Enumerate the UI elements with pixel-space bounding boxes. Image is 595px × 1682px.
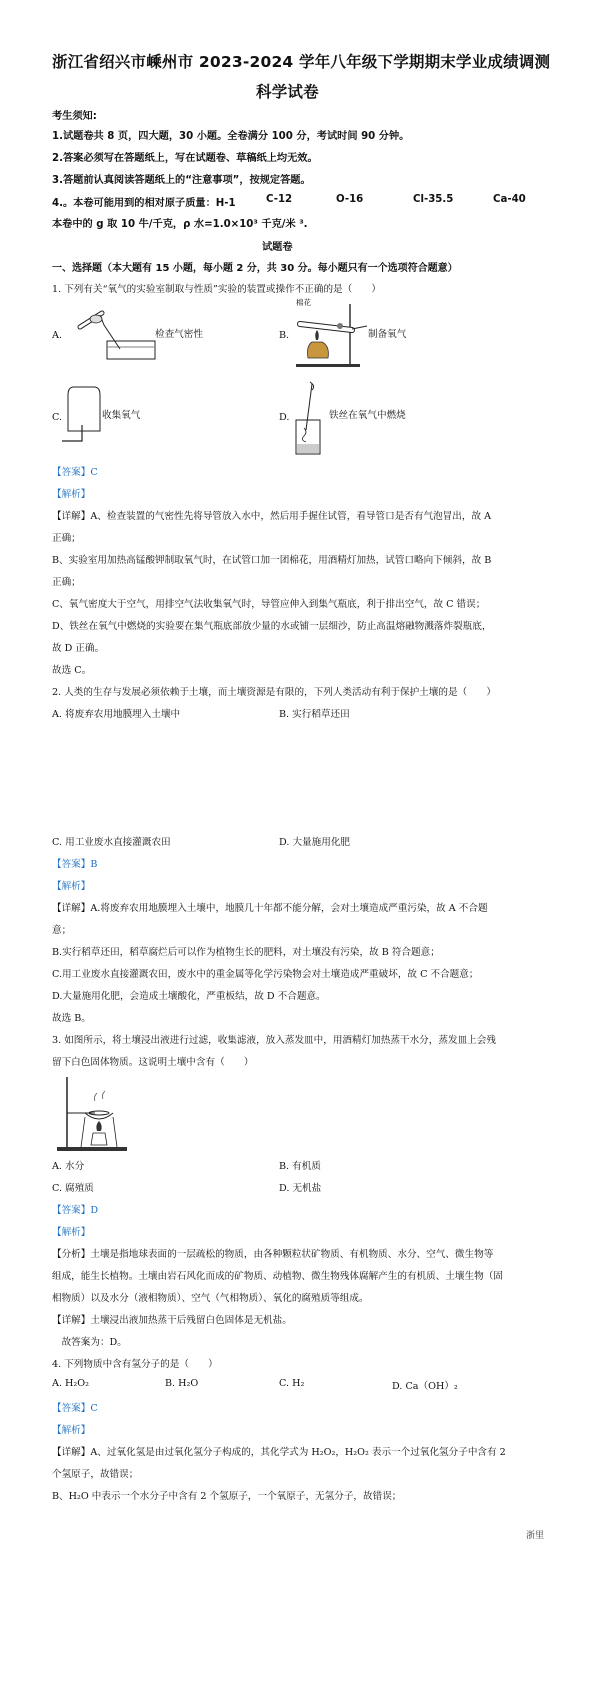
atomic-mass: Cl-35.5 xyxy=(413,194,454,205)
explanation-line: D、铁丝在氧气中燃烧的实验要在集气瓶底部放少量的水或铺一层细沙，防止高温熔融物溅落炸裂瓶底， xyxy=(52,621,492,632)
option-c: C. H₂ xyxy=(279,1378,305,1389)
option-caption: 检查气密性 xyxy=(155,329,203,340)
explanation-line: 【分析】土壤是指地球表面的一层疏松的物质，由各种颗粒状矿物质、有机物质、水分、空气、微生物等 xyxy=(52,1249,494,1260)
paper-label: 试题卷 xyxy=(262,242,293,253)
option-b: B. 实行稻草还田 xyxy=(279,709,350,720)
option-letter: C. xyxy=(52,412,63,423)
atomic-mass: Ca-40 xyxy=(493,194,526,205)
explanation-line: 【详解】A.将废弃农用地膜埋入土壤中，地膜几十年都不能分解，会对土壤造成严重污染，故 A 不合题 xyxy=(52,903,488,914)
atomic-mass: O-16 xyxy=(336,194,364,205)
explanation-line: 正确； xyxy=(52,577,81,588)
option-c: C. 腐殖质 xyxy=(52,1183,94,1194)
answer-tag: 【答案】D xyxy=(52,1205,99,1216)
explanation-line: 【详解】A、检查装置的气密性先将导管放入水中，然后用手握住试管，看导管口是否有气泡冒出，故 A xyxy=(52,511,492,522)
notice-item: 3.答题前认真阅读答题纸上的“注意事项”，按规定答题。 xyxy=(52,175,311,186)
option-caption: 铁丝在氧气中燃烧 xyxy=(329,410,406,421)
explanation-line: 故选 B。 xyxy=(52,1013,91,1024)
explanation-line: 故答案为：D。 xyxy=(52,1337,127,1348)
answer-tag: 【答案】B xyxy=(52,859,98,870)
document-subtitle: 科学试卷 xyxy=(256,83,319,101)
analysis-tag: 【解析】 xyxy=(52,489,91,500)
explanation-line: C、氧气密度大于空气，用排空气法收集氧气时，导管应伸入到集气瓶底，利于排出空气，故 C 错误； xyxy=(52,599,486,610)
option-d: D. Ca（OH）₂ xyxy=(392,1381,458,1392)
iron-wire-burning-illustration xyxy=(290,380,330,456)
option-letter: B. xyxy=(279,330,290,341)
option-letter: A. xyxy=(52,330,62,341)
question-stem: 1. 下列有关“氧气的实验室制取与性质”实验的装置或操作不正确的是（ ） xyxy=(52,284,382,295)
airtight-check-illustration xyxy=(62,303,162,361)
option-letter: D. xyxy=(279,412,290,423)
atomic-mass: C-12 xyxy=(266,194,293,205)
explanation-line: 【详解】A、过氧化氢是由过氧化氢分子构成的，其化学式为 H₂O₂，H₂O₂ 表示一个过氧化氢分子中含有 2 xyxy=(52,1447,506,1458)
explanation-line: B、实验室用加热高锰酸钾制取氧气时，在试管口加一团棉花，用酒精灯加热，试管口略向下倾斜，故 B xyxy=(52,555,492,566)
atomic-mass-label: 4.。本卷可能用到的相对原子质量：H-1 xyxy=(52,198,236,209)
notice-item: 1.试题卷共 8 页，四大题，30 小题。全卷满分 100 分，考试时间 90 分钟。 xyxy=(52,131,410,142)
explanation-line: C.用工业废水直接灌溉农田，废水中的重金属等化学污染物会对土壤造成严重破坏，故 C 不合题意； xyxy=(52,969,479,980)
explanation-line: 个氢原子，故错误； xyxy=(52,1469,139,1480)
constants-line: 本卷中的 g 取 10 牛/千克，ρ 水=1.0×10³ 千克/米 ³. xyxy=(52,219,308,230)
option-d: D. 大量施用化肥 xyxy=(279,837,351,848)
explanation-line: D.大量施用化肥，会造成土壤酸化，严重板结，故 D 不合题意。 xyxy=(52,991,326,1002)
option-a: A. 将废弃农用地膜埋入土壤中 xyxy=(52,709,181,720)
evaporation-apparatus-illustration xyxy=(55,1075,131,1153)
analysis-tag: 【解析】 xyxy=(52,1425,91,1436)
question-stem: 留下白色固体物质。这说明土壤中含有（ ） xyxy=(52,1057,254,1068)
section-heading: 一、选择题（本大题有 15 小题，每小题 2 分，共 30 分。每小题只有一个选项符合题意） xyxy=(52,263,458,274)
explanation-line: B.实行稻草还田，稻草腐烂后可以作为植物生长的肥料，对土壤没有污染，故 B 符合题意； xyxy=(52,947,440,958)
option-caption: 制备氧气 xyxy=(368,329,407,340)
explanation-line: B、H₂O 中表示一个水分子中含有 2 个氢原子，一个氧原子，无氢分子，故错误； xyxy=(52,1491,402,1502)
analysis-tag: 【解析】 xyxy=(52,881,91,892)
analysis-tag: 【解析】 xyxy=(52,1227,91,1238)
notice-item: 2.答案必须写在答题纸上，写在试题卷、草稿纸上均无效。 xyxy=(52,153,318,164)
explanation-line: 正确； xyxy=(52,533,81,544)
explanation-line: 意； xyxy=(52,925,72,936)
explanation-line: 故选 C。 xyxy=(52,665,92,676)
notice-heading: 考生须知: xyxy=(52,111,97,122)
option-a: A. H₂O₂ xyxy=(52,1378,89,1389)
option-d: D. 无机盐 xyxy=(279,1183,322,1194)
document-title: 浙江省绍兴市嵊州市 2023-2024 学年八年级下学期期末学业成绩调测 xyxy=(52,53,551,71)
answer-tag: 【答案】C xyxy=(52,467,98,478)
footer-watermark: 浙里 xyxy=(526,1531,545,1541)
explanation-line: 相物质）以及水分（液相物质）、空气（气相物质）、氧化的腐殖质等组成。 xyxy=(52,1293,369,1304)
question-stem: 2. 人类的生存与发展必须依赖于土壤，而土壤资源是有限的，下列人类活动有利于保护土壤的是（ ） xyxy=(52,687,496,698)
option-b: B. 有机质 xyxy=(279,1161,321,1172)
cotton-label: 棉花 xyxy=(296,298,311,307)
option-caption: 收集氧气 xyxy=(102,410,141,421)
question-stem: 3. 如图所示，将土壤浸出液进行过滤，收集滤液，放入蒸发皿中，用酒精灯加热蒸干水分，蒸发皿上会残 xyxy=(52,1035,496,1046)
option-c: C. 用工业废水直接灌溉农田 xyxy=(52,837,171,848)
option-b: B. H₂O xyxy=(165,1378,199,1389)
answer-tag: 【答案】C xyxy=(52,1403,98,1414)
explanation-line: 组成，能生长植物。土壤由岩石风化而成的矿物质、动植物、微生物残体腐解产生的有机质、土壤生物（固 xyxy=(52,1271,503,1282)
explanation-line: 【详解】土壤浸出液加热蒸干后残留白色固体是无机盐。 xyxy=(52,1315,292,1326)
question-stem: 4. 下列物质中含有氢分子的是（ ） xyxy=(52,1359,218,1370)
explanation-line: 故 D 正确。 xyxy=(52,643,105,654)
collect-oxygen-illustration xyxy=(60,383,104,445)
option-a: A. 水分 xyxy=(52,1161,85,1172)
